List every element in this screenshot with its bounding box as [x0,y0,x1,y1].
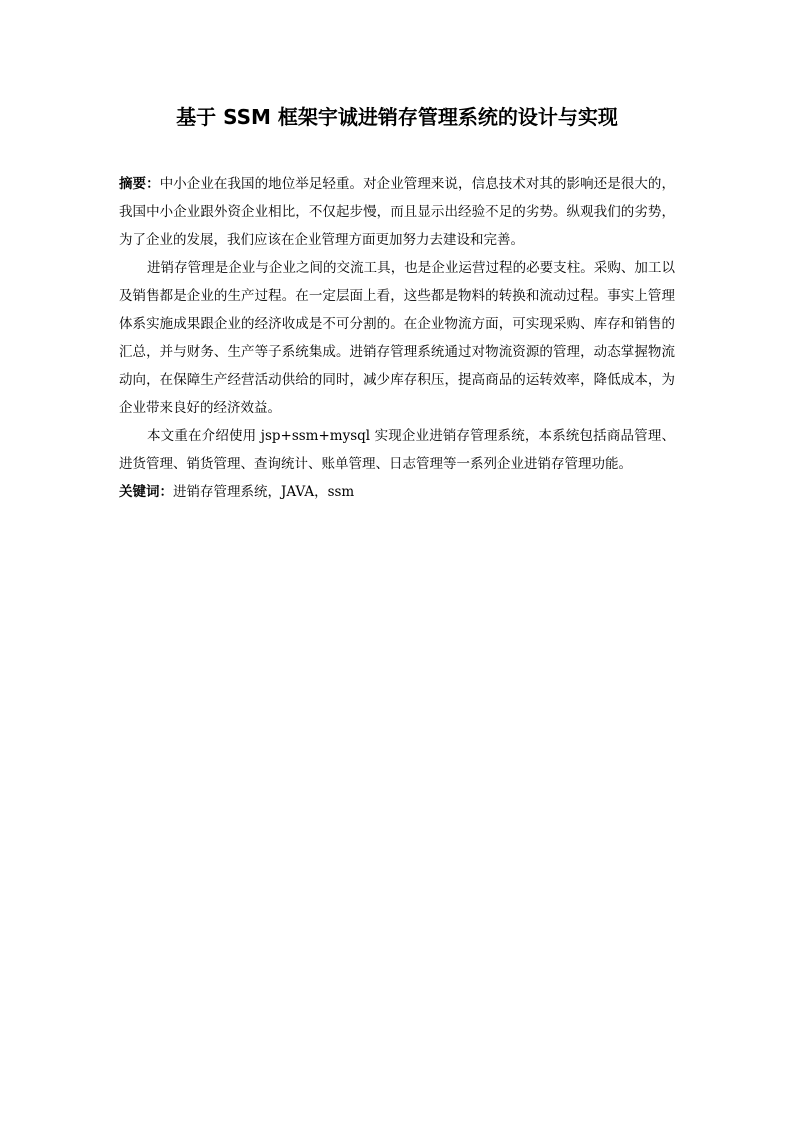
abstract-paragraph-1-text: 中小企业在我国的地位举足轻重。对企业管理来说，信息技术对其的影响还是很大的，我国中小企业跟外资企业相比，不仅起步慢，而且显示出经验不足的劣势。纵观我们的劣势，为了企业的发展，我们应该在企业管理方面更加努力去建设和完善。 [119,176,675,248]
abstract-label: 摘要： [119,176,160,192]
keywords-value: 进销存管理系统，JAVA，ssm [173,484,355,500]
abstract-section [119,170,675,506]
abstract-paragraph-1 [119,170,675,254]
abstract-paragraph-3: 本文重在介绍使用 jsp+ssm+mysql 实现企业进销存管理系统，本系统包括商品管理、进货管理、销货管理、查询统计、账单管理、日志管理等一系列企业进销存管理功能。 [119,428,675,472]
keywords-line [119,478,675,506]
paper-title: 基于 SSM 框架宇诚进销存管理系统的设计与实现 [176,105,618,129]
abstract-paragraph-2: 进销存管理是企业与企业之间的交流工具，也是企业运营过程的必要支柱。采购、加工以及销售都是企业的生产过程。在一定层面上看，这些都是物料的转换和流动过程。事实上管理体系实施成果跟企业的经济收成是不可分割的。在企业物流方面，可实现采购、库存和销售的汇总，并与财务、生产等子系统集成。进销存管理系统通过对物流资源的管理，动态掌握物流动向，在保障生产经营活动供给的同时，减少库存积压，提高商品的运转效率，降低成本，为企业带来良好的经济效益。 [119,260,675,416]
keywords-label: 关键词： [119,484,173,500]
